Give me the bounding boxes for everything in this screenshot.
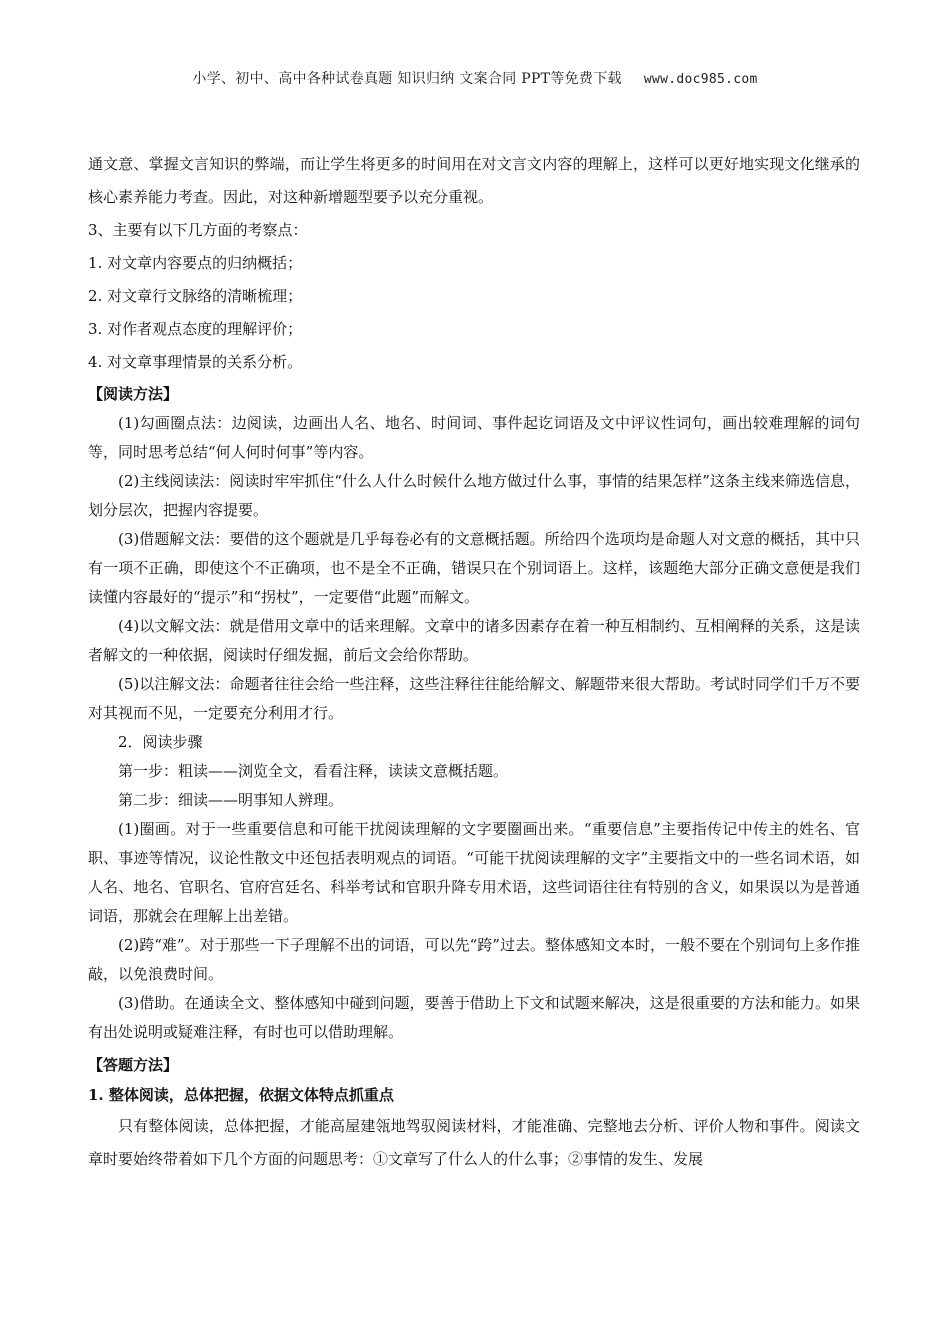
answer-method-subheading: 1. 整体阅读，总体把握，依据文体特点抓重点	[88, 1086, 394, 1104]
reading-method-paragraph: (2)主线阅读法：阅读时牢牢抓住“什么人什么时候什么地方做过什么事，事情的结果怎样”这条主线来筛选信息，划分层次，把握内容提要。	[88, 472, 860, 519]
points-item: 2. 对文章行文脉络的清晰梳理；	[88, 287, 303, 305]
reading-method-heading: 【阅读方法】	[88, 385, 179, 403]
answer-method-heading: 【答题方法】	[88, 1056, 179, 1074]
reading-steps-paragraph: (3)借助。在通读全文、整体感知中碰到问题，要善于借助上下文和试题来解决，这是很重要的方法和能力。如果有出处说明或疑难注释，有时也可以借助理解。	[88, 994, 860, 1041]
reading-steps-heading: 2．阅读步骤	[118, 733, 203, 751]
reading-method-paragraph: (4)以文解文法：就是借用文章中的话来理解。文章中的诸多因素存在着一种互相制约、互相阐释的关系，这是读者解文的一种依据，阅读时仔细发掘，前后文会给你帮助。	[88, 617, 860, 664]
reading-steps-paragraph: (1)圈画。对于一些重要信息和可能干扰阅读理解的文字要圈画出来。“重要信息”主要指传记中传主的姓名、官职、事迹等情况，议论性散文中还包括表明观点的词语。“可能干扰阅读理解的文字”主要指文中的一些名词术语，如人名、地名、官职名、官府宫廷名、科举考试和官职升降专用术语，这些词语往往有特别的含义，如果误以为是普通词语，那就会在理解上出差错。	[88, 820, 860, 925]
reading-steps-paragraph: (2)跨“难”。对于那些一下子理解不出的词语，可以先“跨”过去。整体感知文本时，一般不要在个别词句上多作推敲，以免浪费时间。	[88, 936, 860, 983]
points-item: 3. 对作者观点态度的理解评价；	[88, 320, 303, 338]
header-text: 小学、初中、高中各种试卷真题 知识归纳 文案合同 PPT等免费下载	[192, 71, 622, 87]
reading-step: 第一步：粗读——浏览全文，看看注释，读读文意概括题。	[118, 762, 509, 780]
document-body	[88, 148, 860, 1176]
page-header	[0, 68, 950, 88]
header-site-url[interactable]: www.doc985.com	[643, 72, 758, 87]
points-item: 1. 对文章内容要点的归纳概括；	[88, 254, 303, 272]
answer-method-paragraph: 只有整体阅读，总体把握，才能高屋建瓴地驾驭阅读材料，才能准确、完整地去分析、评价人物和事件。阅读文章时要始终带着如下几个方面的问题思考：①文章写了什么人的什么事；②事情的发生、发展	[88, 1117, 860, 1168]
reading-step: 第二步：细读——明事知人辨理。	[118, 791, 344, 809]
points-item: 4. 对文章事理情景的关系分析。	[88, 353, 303, 371]
reading-method-paragraph: (1)勾画圈点法：边阅读，边画出人名、地名、时间词、事件起讫词语及文中评议性词句，画出较难理解的词句等，同时思考总结“何人何时何事”等内容。	[88, 414, 860, 461]
reading-method-paragraph: (3)借题解文法：要借的这个题就是几乎每卷必有的文意概括题。所给四个选项均是命题人对文意的概括，其中只有一项不正确，即使这个不正确项，也不是全不正确，错误只在个别词语上。这样，该题绝大部分正确文意便是我们读懂内容最好的“提示”和“拐杖”，一定要借“此题”而解文。	[88, 530, 860, 606]
intro-paragraph: 通文意、掌握文言知识的弊端，而让学生将更多的时间用在对文言文内容的理解上，这样可以更好地实现文化继承的核心素养能力考查。因此，对这种新增题型要予以充分重视。	[88, 155, 860, 206]
points-title: 3、主要有以下几方面的考察点：	[88, 221, 308, 239]
reading-method-paragraph: (5)以注解文法：命题者往往会给一些注释，这些注释往往能给解文、解题带来很大帮助。考试时同学们千万不要对其视而不见，一定要充分利用才行。	[88, 675, 860, 722]
